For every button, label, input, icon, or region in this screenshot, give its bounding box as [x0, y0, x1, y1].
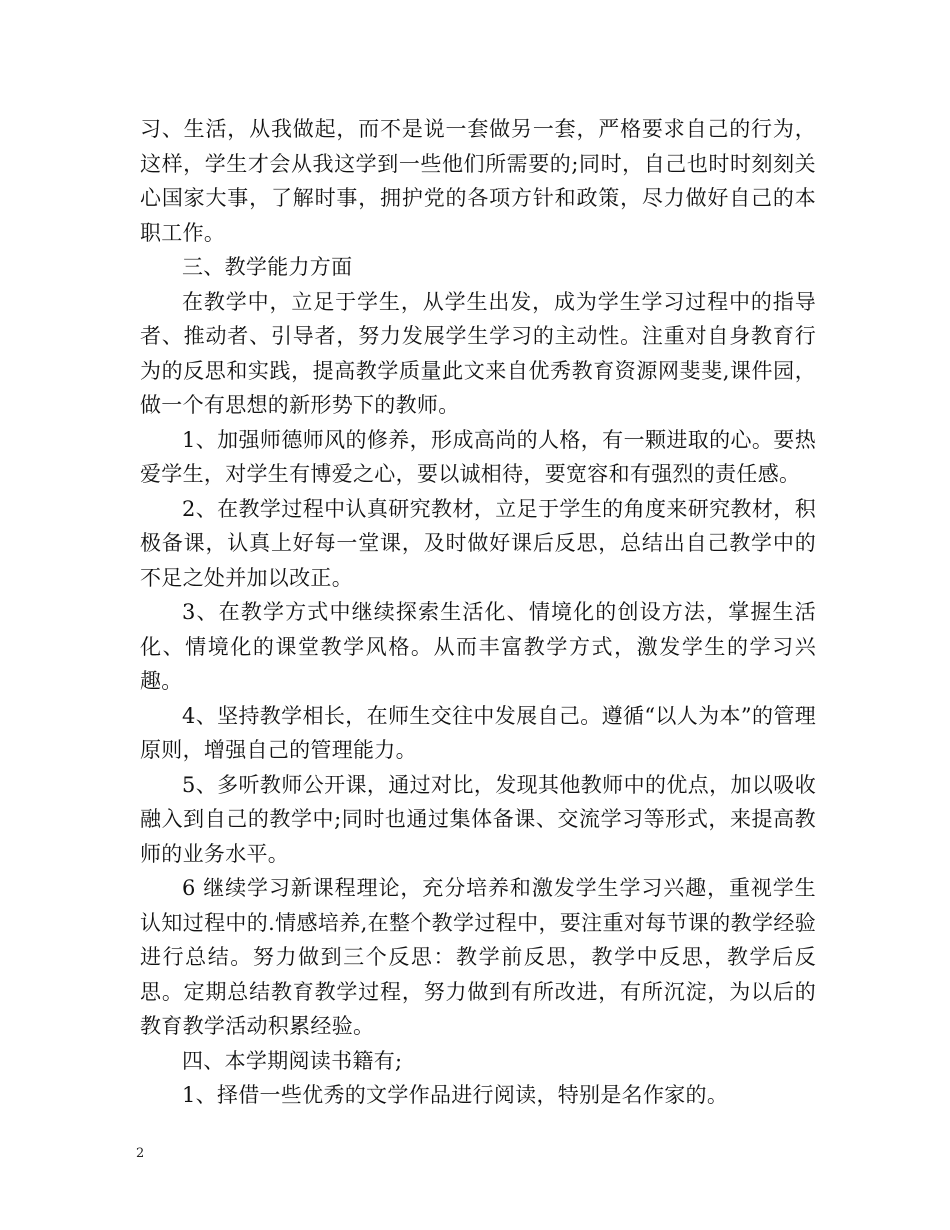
- list-item-6: 6 继续学习新课程理论，充分培养和激发学生学习兴趣，重视学生认知过程中的.情感培养,在整个教学过程中，要注重对每节课的教学经验进行总结。努力做到三个反思：教学前反思，教学中反思，教学后反思。定期总结教育教学过程，努力做到有所改进，有所沉淀，为以后的教育教学活动积累经验。: [140, 876, 816, 1038]
- paragraph-continuation: 习、生活，从我做起，而不是说一套做另一套，严格要求自己的行为，这样，学生才会从我这学到一些他们所需要的;同时，自己也时时刻刻关心国家大事，了解时事，拥护党的各项方针和政策，尽力做好自己的本职工作。: [140, 117, 816, 245]
- page-number: 2: [136, 1146, 145, 1161]
- list-item-4: 4、坚持教学相长，在师生交往中发展自己。遵循“以人为本”的管理原则，增强自己的管理能力。: [140, 703, 816, 762]
- document-body: [140, 112, 816, 1113]
- list-item-2: 2、在教学过程中认真研究教材，立足于学生的角度来研究教材，积极备课，认真上好每一堂课，及时做好课后反思，总结出自己教学中的不足之处并加以改正。: [140, 496, 816, 590]
- list-item-3: 3、在教学方式中继续探索生活化、情境化的创设方法，掌握生活化、情境化的课堂教学风格。从而丰富教学方式，激发学生的学习兴趣。: [140, 600, 816, 693]
- section-heading-reading: 四、本学期阅读书籍有;: [182, 1048, 403, 1073]
- paragraph-teaching-intro: 在教学中，立足于学生，从学生出发，成为学生学习过程中的指导者、推动者、引导者，努力发展学生学习的主动性。注重对自身教育行为的反思和实践，提高教学质量此文来自优秀教育资源网斐斐,课件园，做一个有思想的新形势下的教师。: [140, 289, 816, 417]
- list-item-5: 5、多听教师公开课，通过对比，发现其他教师中的优点，加以吸收融入到自己的教学中;同时也通过集体备课、交流学习等形式，来提高教师的业务水平。: [140, 772, 816, 866]
- reading-item-1: 1、择借一些优秀的文学作品进行阅读，特别是名作家的。: [182, 1083, 729, 1107]
- section-heading-teaching-ability: 三、教学能力方面: [182, 255, 353, 279]
- list-item-1: 1、加强师德师风的修养，形成高尚的人格，有一颗进取的心。要热爱学生，对学生有博爱之心，要以诚相待，要宽容和有强烈的责任感。: [140, 427, 816, 486]
